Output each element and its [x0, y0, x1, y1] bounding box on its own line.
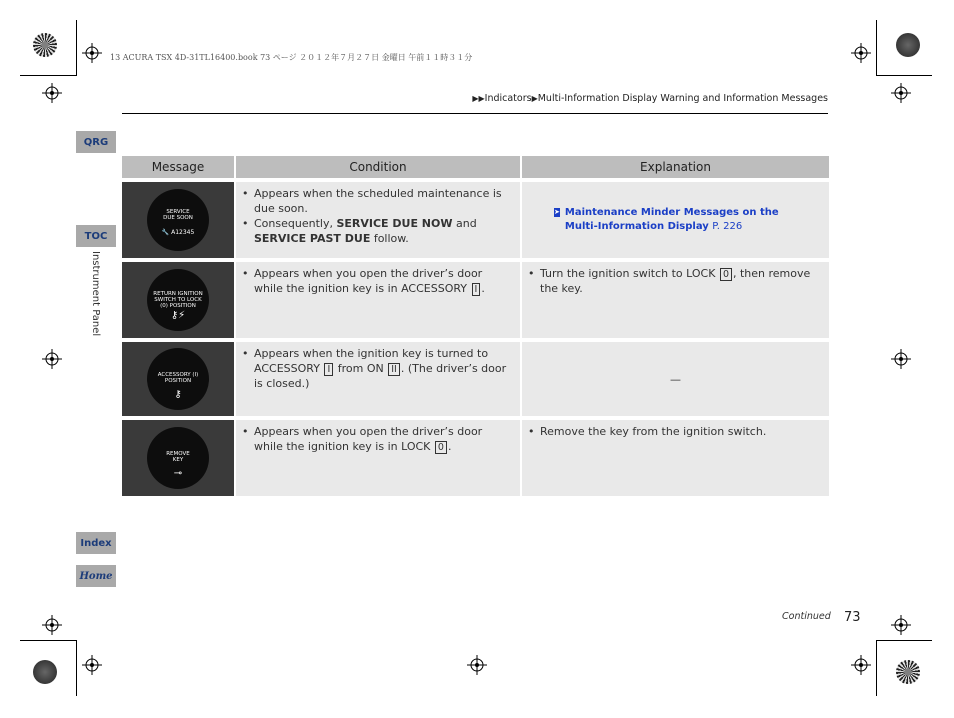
header-condition: Condition: [236, 156, 522, 178]
explanation-cell: [522, 258, 829, 338]
condition-cell: [236, 178, 522, 258]
header-divider: [122, 113, 828, 114]
table-row: [122, 338, 829, 416]
table-header-row: [122, 156, 829, 178]
explanation-text: • Remove the key from the ignition switch.: [528, 424, 823, 439]
registration-mark-icon: [82, 655, 102, 675]
color-rosette-icon: [896, 660, 920, 684]
registration-mark-icon: [467, 655, 487, 675]
registration-mark-icon: [891, 83, 911, 103]
registration-mark-icon: [42, 83, 62, 103]
color-rosette-icon: [33, 660, 57, 684]
message-image-cell: [122, 416, 236, 496]
explanation-cell: —: [522, 338, 829, 416]
ignition-position-key: II: [388, 363, 400, 376]
condition-text: • Consequently, SERVICE DUE NOW and SERVICE PAST DUE follow.: [242, 216, 514, 246]
display-screen: [147, 269, 209, 331]
display-screen: [147, 427, 209, 489]
explanation-cell: [522, 178, 829, 258]
breadcrumb: [472, 93, 828, 104]
table-row: [122, 416, 829, 496]
display-screen: [147, 189, 209, 251]
maintenance-minder-link[interactable]: Maintenance Minder Messages on the Multi-Information Display P. 226: [564, 207, 779, 232]
ignition-position-key: I: [324, 363, 333, 376]
continued-label: Continued: [782, 611, 831, 622]
qrg-tab[interactable]: QRG: [76, 131, 116, 153]
page-number: 73: [844, 610, 861, 625]
double-arrow-icon: ▶▶: [472, 94, 485, 103]
warning-messages-table: [122, 156, 829, 496]
screen-text: REMOVE: [166, 451, 190, 457]
condition-cell: [236, 338, 522, 416]
header-explanation: Explanation: [522, 156, 829, 178]
explanation-cell: [522, 416, 829, 496]
printer-info-line: 13 ACURA TSX 4D-31TL16400.book 73 ページ ２０１２年７月２７日 金曜日 午前１１時３１分: [110, 53, 473, 62]
display-screen: [147, 348, 209, 410]
table-row: [122, 178, 829, 258]
screen-text: SWITCH TO LOCK: [154, 297, 202, 303]
condition-cell: [236, 258, 522, 338]
registration-mark-icon: [42, 349, 62, 369]
index-tab[interactable]: Index: [76, 532, 116, 554]
section-label: Instrument Panel: [90, 251, 101, 337]
message-image-cell: [122, 178, 236, 258]
registration-mark-icon: [82, 43, 102, 63]
condition-text: • Appears when you open the driver’s door while the ignition key is in ACCESSORY I .: [242, 266, 514, 296]
condition-text: • Appears when you open the driver’s door while the ignition key is in LOCK 0 .: [242, 424, 514, 454]
screen-text: (0) POSITION: [160, 303, 196, 309]
ignition-position-key: I: [472, 283, 481, 296]
screen-text: ACCESSORY (I): [157, 372, 199, 378]
ignition-position-key: 0: [720, 268, 732, 281]
header-message: Message: [122, 156, 236, 178]
wrench-icon: 🔧: [161, 229, 170, 236]
screen-text: SERVICE: [166, 209, 190, 215]
key-door-icon: ⚷⚡: [170, 310, 186, 321]
screen-text: RETURN IGNITION: [153, 291, 203, 297]
home-tab[interactable]: Home: [76, 565, 116, 587]
color-rosette-icon: [896, 33, 920, 57]
message-image-cell: [122, 258, 236, 338]
registration-mark-icon: [42, 615, 62, 635]
screen-text: DUE SOON: [163, 215, 193, 221]
screen-text: KEY: [172, 457, 184, 463]
registration-mark-icon: [851, 655, 871, 675]
message-image-cell: [122, 338, 236, 416]
registration-mark-icon: [891, 349, 911, 369]
toc-tab[interactable]: TOC: [76, 225, 116, 247]
breadcrumb-current: Multi-Information Display Warning and Information Messages: [537, 93, 828, 104]
registration-mark-icon: [891, 615, 911, 635]
key-remove-icon: ⊸: [173, 468, 183, 479]
ignition-position-key: 0: [435, 441, 447, 454]
condition-text: • Appears when the ignition key is turned to ACCESSORY I from ON II . (The driver’s door is closed.): [242, 346, 514, 391]
cross-reference-icon: ➤: [554, 208, 560, 216]
arrow-icon: ▶: [531, 94, 538, 103]
breadcrumb-indicators[interactable]: Indicators: [484, 93, 532, 104]
table-row: [122, 258, 829, 338]
explanation-text: • Turn the ignition switch to LOCK 0 , then remove the key.: [528, 266, 823, 296]
condition-cell: [236, 416, 522, 496]
screen-text: POSITION: [164, 378, 192, 384]
color-rosette-icon: [33, 33, 57, 57]
key-icon: ⚷: [174, 389, 182, 400]
condition-text: • Appears when the scheduled maintenance is due soon.: [242, 186, 514, 216]
registration-mark-icon: [851, 43, 871, 63]
screen-code: A12345: [171, 229, 195, 236]
